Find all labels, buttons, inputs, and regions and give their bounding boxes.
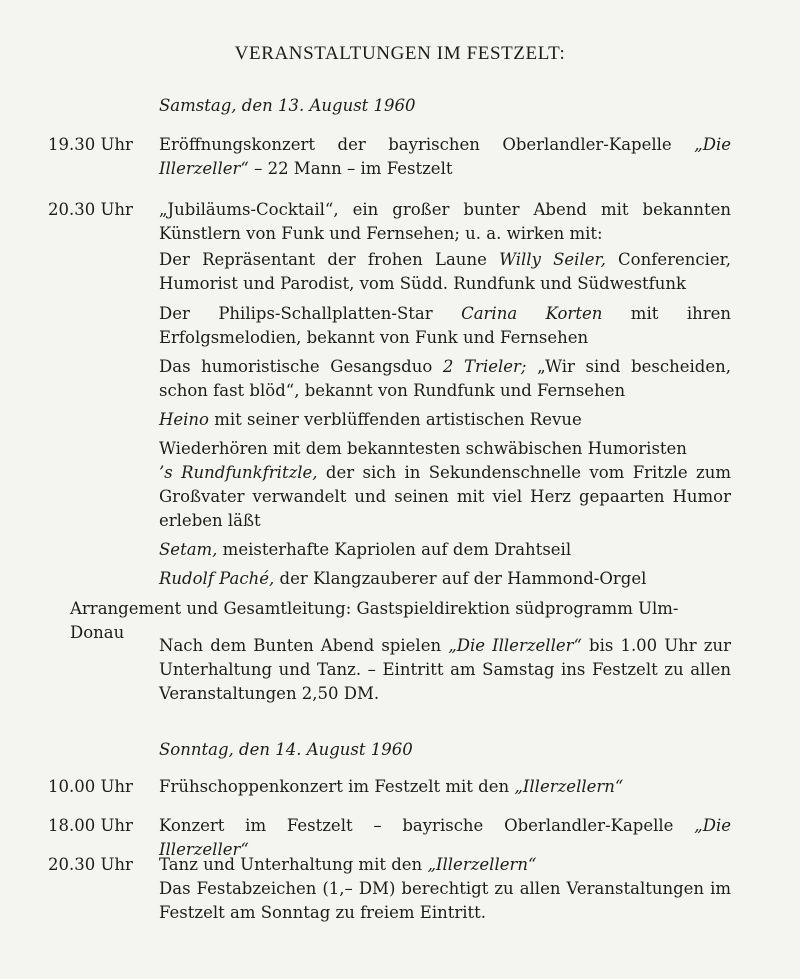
text-run: Conferencier, Humorist und Parodist, vom Südd. Rundfunk und Südwestfunk xyxy=(159,250,731,293)
artist-name: Willy Seiler, xyxy=(499,250,606,269)
event-description xyxy=(159,775,731,799)
artist-entry xyxy=(159,408,731,432)
band-name: „Illerzellern“ xyxy=(514,777,624,796)
artist-entry xyxy=(159,248,731,296)
text-run: Der Philips-Schallplatten-Star xyxy=(159,304,462,323)
text-run: – 22 Mann – im Festzelt xyxy=(248,159,453,178)
text-run: Wiederhören mit dem bekanntesten schwäbischen Humoristen xyxy=(159,439,687,458)
text-run: „Wir sind bescheiden, schon fast blöd“, bekannt von Rundfunk und Fernsehen xyxy=(159,357,731,400)
event-time: 20.30 Uhr xyxy=(48,855,133,874)
artist-name: Carina Korten xyxy=(461,304,603,323)
artist-entry xyxy=(159,567,731,591)
sunday-note: Das Festabzeichen (1,– DM) berechtigt zu allen Veranstaltungen im Festzelt am Sonntag zu freiem Eintritt. xyxy=(159,879,731,922)
event-description xyxy=(159,853,731,925)
text-run: der Klangzauberer auf der Hammond-Orgel xyxy=(274,569,647,588)
event-time: 19.30 Uhr xyxy=(48,135,133,154)
artist-entry xyxy=(159,437,731,533)
text-run: Frühschoppenkonzert im Festzelt mit den xyxy=(159,777,515,796)
artist-name: Rudolf Paché, xyxy=(159,569,275,588)
artist-name: Heino xyxy=(159,410,209,429)
text-run: der sich in Sekundenschnelle vom Fritzle zum Großvater verwandelt und seinen mit viel Herz gepaarten Humor erleben läßt xyxy=(159,463,732,530)
text-run: Tanz und Unterhaltung mit den xyxy=(159,855,428,874)
text-run: meisterhafte Kapriolen auf dem Drahtseil xyxy=(217,540,572,559)
text-run: mit ihren Erfolgsmelodien, bekannt von Funk und Fernsehen xyxy=(159,304,731,347)
event-time: 10.00 Uhr xyxy=(48,777,133,796)
band-name: „Die Illerzeller“ xyxy=(159,135,731,178)
artist-name: ’s Rundfunkfritzle, xyxy=(159,463,318,482)
saturday-note xyxy=(159,634,731,706)
text-run: mit seiner verblüffenden artistischen Revue xyxy=(209,410,582,429)
artist-name: Setam, xyxy=(159,540,218,559)
artist-entry xyxy=(159,302,731,350)
event-time: 18.00 Uhr xyxy=(48,816,133,835)
text-run: Konzert im Festzelt – bayrische Oberlandler-Kapelle xyxy=(159,816,695,835)
text-run: Der Repräsentant der frohen Laune xyxy=(159,250,500,269)
band-name: „Illerzellern“ xyxy=(427,855,537,874)
event-description: „Jubiläums-Cocktail“, ein großer bunter Abend mit bekannten Künstlern von Funk und Fernsehen; u. a. wirken mit: xyxy=(159,200,731,243)
text-run: Nach dem Bunten Abend spielen xyxy=(159,636,449,655)
event-description xyxy=(159,133,731,181)
artist-entry xyxy=(159,355,731,403)
sunday-date: Sonntag, den 14. August 1960 xyxy=(159,740,413,759)
band-name: „Die Illerzeller“ xyxy=(159,816,731,859)
arrangement-line: Arrangement und Gesamtleitung: Gastspieldirektion südprogramm Ulm-Donau xyxy=(70,599,679,642)
event-time: 20.30 Uhr xyxy=(48,200,133,219)
page-title: VERANSTALTUNGEN IM FESTZELT: xyxy=(234,43,566,64)
artist-entry xyxy=(159,538,731,562)
band-name: „Die Illerzeller“ xyxy=(448,636,582,655)
artist-name: 2 Trieler; xyxy=(442,357,527,376)
text-run: bis 1.00 Uhr zur Unterhaltung und Tanz. – Eintritt am Samstag ins Festzelt zu allen Veranstaltungen 2,50 DM. xyxy=(159,636,732,703)
saturday-date: Samstag, den 13. August 1960 xyxy=(159,96,416,115)
text-run: Das humoristische Gesangsduo xyxy=(159,357,443,376)
text-run: Eröffnungskonzert der bayrischen Oberlandler-Kapelle xyxy=(159,135,695,154)
